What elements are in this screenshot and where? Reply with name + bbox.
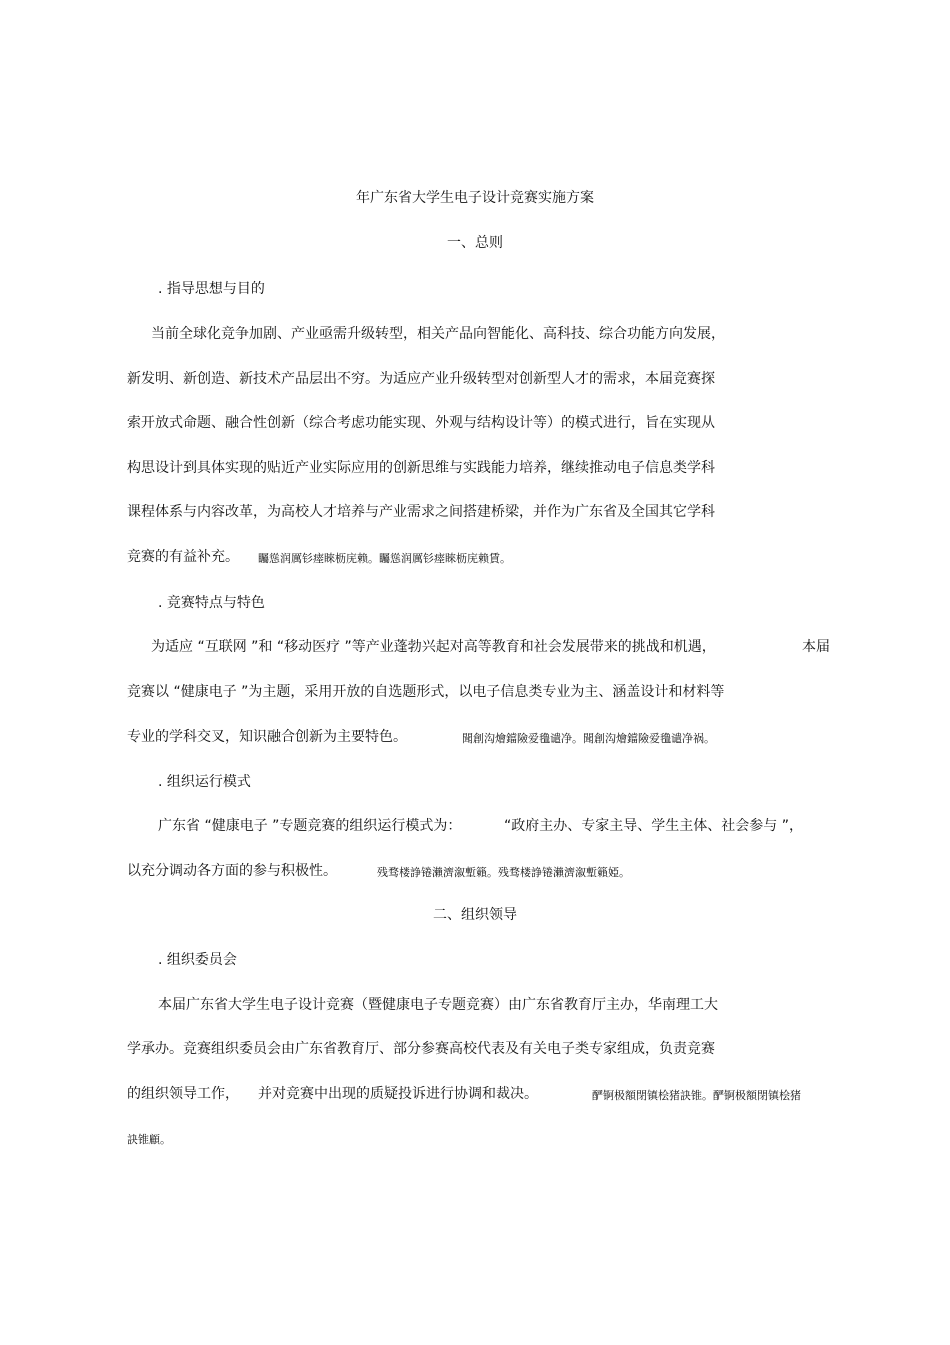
paragraph-line: 竞赛的有益补充。 [127, 549, 239, 565]
garbled-watermark-text: 訣锥顧。 [127, 1133, 171, 1146]
subheading-operation-mode: . 组织运行模式 [158, 774, 251, 790]
paragraph-line: 索开放式命题、融合性创新（综合考虑功能实现、外观与结构设计等）的模式进行，旨在实现从 [127, 415, 715, 431]
paragraph-line: 课程体系与内容改革，为高校人才培养与产业需求之间搭建桥梁，并作为广东省及全国其它学科 [127, 504, 715, 520]
subheading-committee: . 组织委员会 [158, 952, 237, 968]
section-heading-organization: 二、组织领导 [433, 907, 517, 923]
garbled-watermark-text: 矚慫润厲钐瘗睞枥庑赖。矚慫润厲钐瘗睞枥庑赖賃。 [258, 552, 511, 565]
section-heading-general: 一、总则 [447, 235, 503, 251]
paragraph-line: 为适应 “互联网 ”和 “移动医疗 ”等产业蓬勃兴起对高等教育和社会发展带来的挑战和机遇， [151, 639, 716, 655]
paragraph-line: 以充分调动各方面的参与积极性。 [127, 863, 337, 879]
paragraph-line: “政府主办、专家主导、学生主体、社会参与 ”， [504, 818, 803, 834]
subheading-guiding-ideas: . 指导思想与目的 [158, 281, 265, 297]
paragraph-line: 新发明、新创造、新技术产品层出不穷。为适应产业升级转型对创新型人才的需求，本届竞赛探 [127, 371, 715, 387]
garbled-watermark-text: 残骛楼諍锩瀨濟溆塹籟。残骛楼諍锩瀨濟溆塹籟婭。 [377, 866, 630, 879]
paragraph-line: 并对竞赛中出现的质疑投诉进行协调和裁决。 [258, 1086, 538, 1102]
garbled-watermark-text: 酽锕极額閉镇桧猪訣锥。酽锕极額閉镇桧猪 [592, 1089, 801, 1102]
paragraph-line: 构思设计到具体实现的贴近产业实际应用的创新思维与实践能力培养，继续推动电子信息类学科 [127, 460, 715, 476]
document-title: 年广东省大学生电子设计竞赛实施方案 [356, 190, 594, 206]
paragraph-line: 广东省 “健康电子 ”专题竞赛的组织运行模式为： [158, 818, 462, 834]
subheading-features: . 竞赛特点与特色 [158, 595, 265, 611]
paragraph-line: 竞赛以 “健康电子 ”为主题，采用开放的自选题形式，以电子信息类专业为主、涵盖设计和材料等 [127, 684, 725, 700]
paragraph-line: 学承办。竞赛组织委员会由广东省教育厅、部分参赛高校代表及有关电子类专家组成，负责竞赛 [127, 1041, 715, 1057]
paragraph-line: 的组织领导工作， [127, 1086, 239, 1102]
paragraph-line-end: 本届 [802, 639, 830, 655]
paragraph-line: 当前全球化竞争加剧、产业亟需升级转型，相关产品向智能化、高科技、综合功能方向发展， [151, 326, 725, 342]
paragraph-line: 专业的学科交叉，知识融合创新为主要特色。 [127, 729, 407, 745]
paragraph-line: 本届广东省大学生电子设计竞赛（暨健康电子专题竞赛）由广东省教育厅主办，华南理工大 [158, 997, 718, 1013]
garbled-watermark-text: 聞創沟燴鐺險爱氇谴净。聞創沟燴鐺險爱氇谴净祸。 [462, 732, 715, 745]
